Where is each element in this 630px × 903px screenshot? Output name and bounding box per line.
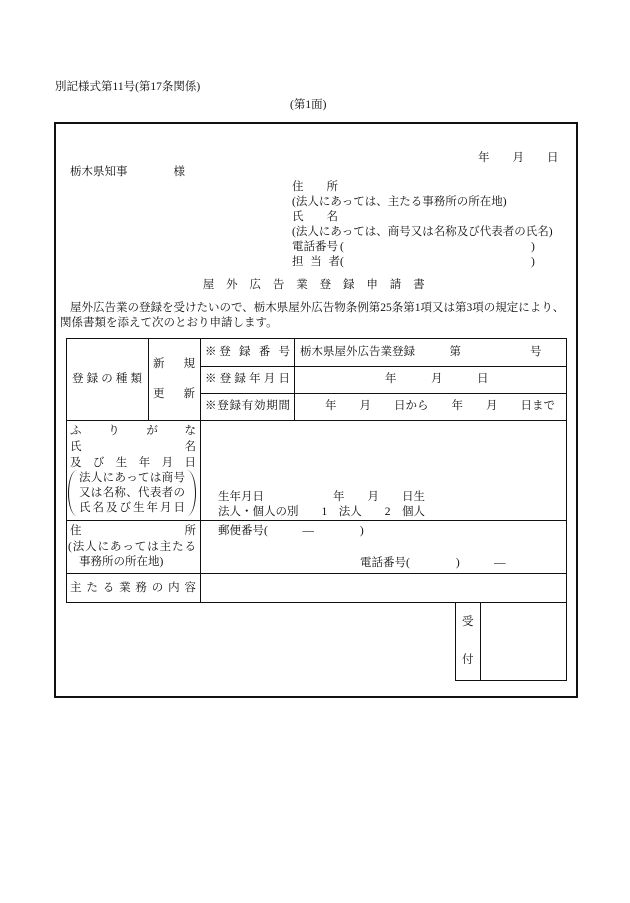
applicant-contact-open-paren: ( xyxy=(340,256,344,268)
intro-line-1: 屋外広告業の登録を受けたいので、栃木県屋外広告物条例第25条第1項又は第3項の規定により、 xyxy=(70,302,565,314)
corporate-note-line-1: 法人にあっては商号 xyxy=(79,472,185,484)
furigana-label: ふ り が な xyxy=(70,425,196,437)
reception-box-inner-divider xyxy=(480,602,481,681)
applicant-contact-label: 担 当 者 xyxy=(292,256,340,268)
name-label: 氏 名 xyxy=(70,441,196,453)
applicant-phone-open-paren: ( xyxy=(340,241,344,253)
address-note-line-1: (法人にあっては主たる xyxy=(68,541,196,553)
page-number: (第1面) xyxy=(290,99,327,111)
table-bottom-border xyxy=(66,602,567,603)
addressee: 栃木県知事 様 xyxy=(70,166,185,178)
intro-line-2: 関係書類を添えて次のとおり申請します。 xyxy=(60,317,278,329)
applicant-phone-label: 電話番号 xyxy=(292,241,338,253)
applicant-phone-close-paren: ) xyxy=(531,241,535,253)
registration-type-label: 登 録 の 種 類 xyxy=(72,373,142,385)
form-number: 別記様式第11号(第17条関係) xyxy=(55,81,201,93)
applicant-name-note: (法人にあっては、商号又は名称及び代表者の氏名) xyxy=(292,226,553,238)
address-section-bottom-border xyxy=(66,573,567,574)
registration-field-divider xyxy=(294,338,295,421)
registration-date-value: 年 月 日 xyxy=(385,373,489,385)
registration-date-label: ※登録年月日 xyxy=(205,373,290,385)
corporate-note-line-3: 氏名及び生年月日 xyxy=(79,502,185,514)
applicant-address-note: (法人にあっては、主たる事務所の所在地) xyxy=(292,196,507,208)
entity-type-field: 法人・個人の別 1 法人 2 個人 xyxy=(218,506,425,518)
table-right-border xyxy=(566,338,567,681)
registration-section-bottom-border xyxy=(66,420,567,421)
applicant-address-label: 住 所 xyxy=(292,181,338,193)
registration-validity-value: 年 月 日から 年 月 日まで xyxy=(325,400,555,412)
applicant-name-label: 氏 名 xyxy=(292,211,338,223)
table-left-border xyxy=(66,338,67,603)
reception-box-left-border xyxy=(455,602,456,681)
table-top-border xyxy=(66,338,567,339)
registration-type-new: 新 規 xyxy=(153,358,195,370)
registration-number-row-divider xyxy=(200,366,567,367)
address-label: 住 所 xyxy=(70,525,196,537)
reception-box-bottom-border xyxy=(455,680,567,681)
label-column-divider xyxy=(200,338,201,603)
registration-type-renewal: 更 新 xyxy=(153,388,195,400)
registration-validity-label: ※登録有効期間 xyxy=(205,400,290,412)
address-note-line-2: 事務所の所在地) xyxy=(79,556,164,568)
date-line: 年 月 日 xyxy=(478,152,559,164)
registration-number-label: ※登 録 番 号 xyxy=(205,346,290,358)
birthdate-field: 生年月日 年 月 日生 xyxy=(218,491,425,503)
address-phone-field: 電話番号( ) — xyxy=(360,557,506,569)
birthdate-label: 及 び 生 年 月 日 xyxy=(70,457,196,469)
reception-label-char-1: 受 xyxy=(462,616,474,628)
applicant-contact-close-paren: ) xyxy=(531,256,535,268)
form-title: 屋 外 広 告 業 登 録 申 請 書 xyxy=(202,279,430,291)
registration-number-value: 栃木県屋外広告業登録 第 号 xyxy=(300,346,542,358)
business-content-label: 主 た る 業 務 の 内 容 xyxy=(70,582,196,594)
registration-type-divider xyxy=(148,338,149,421)
postal-code-field: 郵便番号( — ) xyxy=(218,525,364,537)
reception-label-char-2: 付 xyxy=(462,654,474,666)
corporate-note-line-2: 又は名称、代表者の xyxy=(79,487,185,499)
name-section-bottom-border xyxy=(66,520,567,521)
registration-date-row-divider xyxy=(200,393,567,394)
